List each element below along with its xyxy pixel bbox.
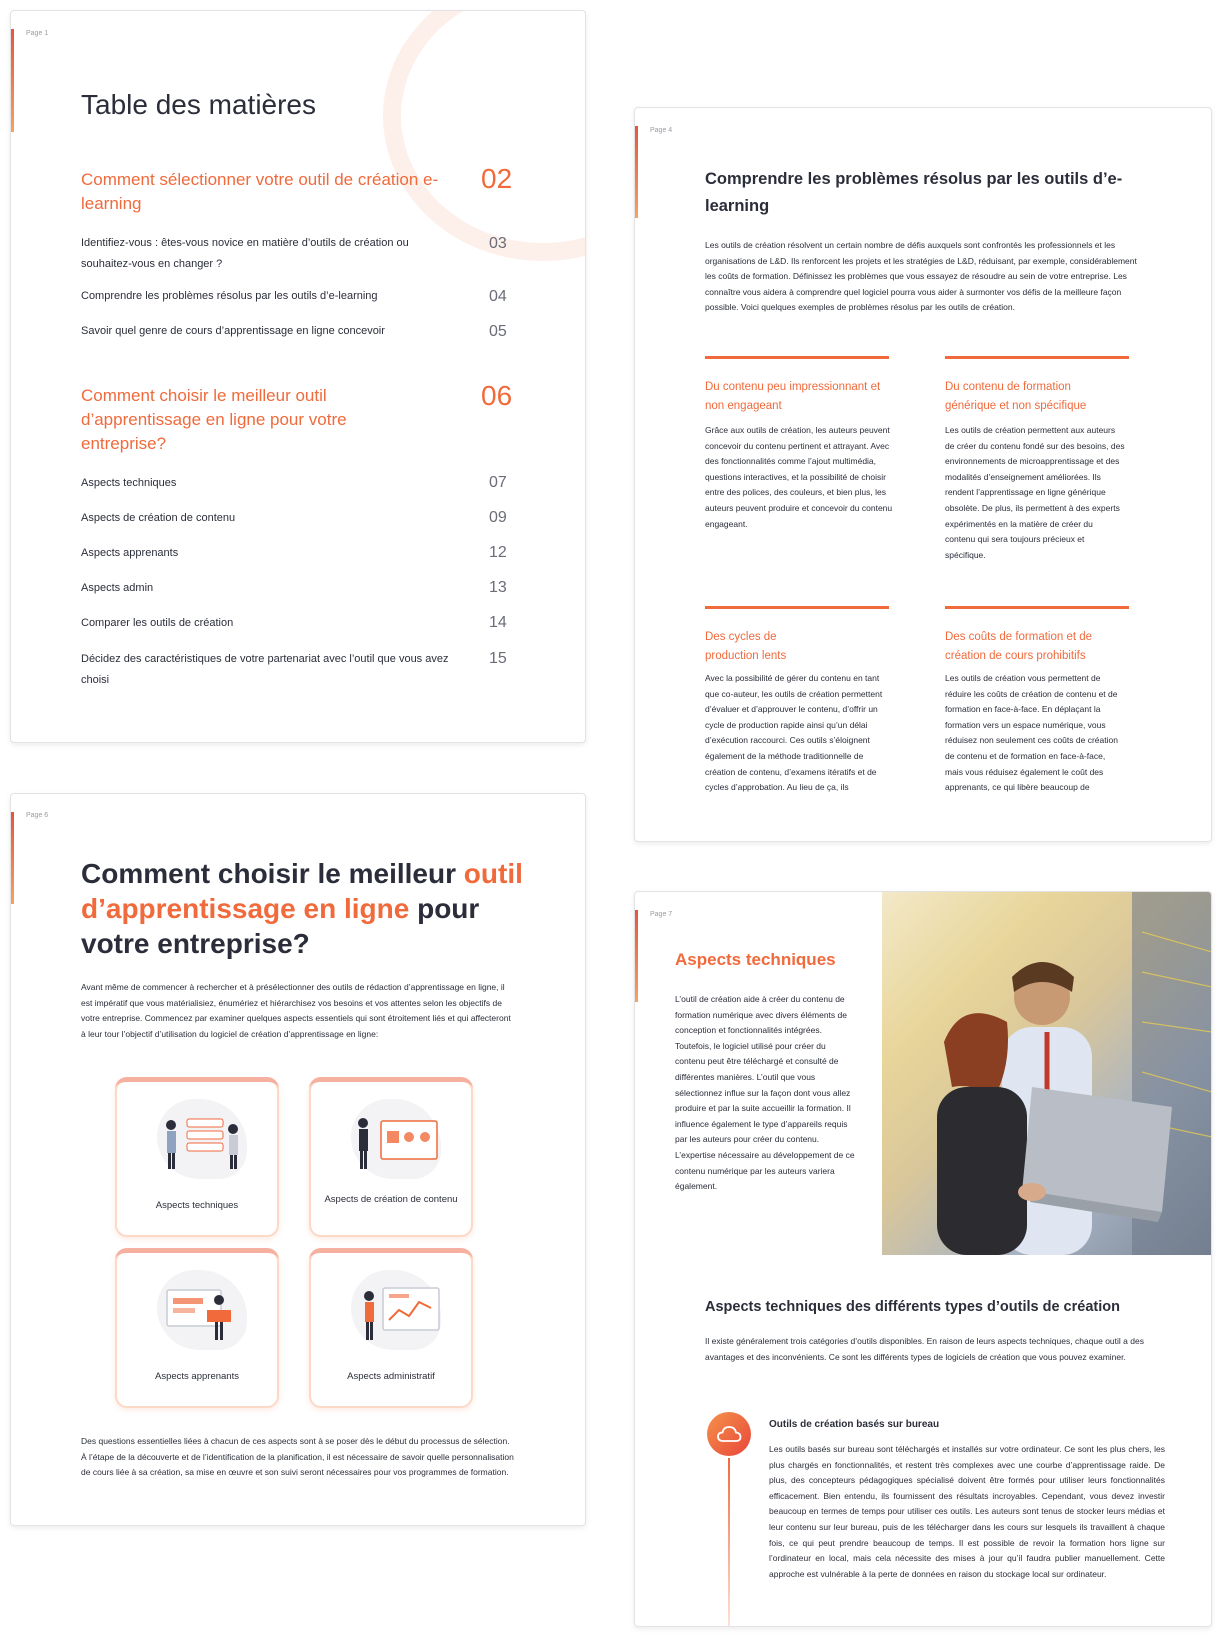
problem-heading: Du contenu de formation générique et non spécifique — [945, 381, 1087, 412]
tool-heading: Outils de création basés sur bureau — [769, 1419, 940, 1430]
column-rule — [945, 356, 1129, 359]
toc-page-number: 15 — [489, 650, 507, 667]
title-part: pour votre entreprise? — [81, 893, 480, 959]
page-label: Page 6 — [26, 812, 49, 819]
photo-illustration — [882, 892, 1212, 1255]
cloud-icon — [707, 1412, 751, 1456]
column-rule — [945, 606, 1129, 609]
page-1 — [10, 10, 586, 743]
aspect-card-learners[interactable] — [115, 1250, 279, 1408]
decorative-circle — [383, 10, 586, 261]
page-label: Page 7 — [650, 911, 673, 918]
problem-body: Avec la possibilité de gérer du contenu en tant que co-auteur, les outils de création permettent d’évaluer et d’approuver le contenu, d’offrir un cycle de production rapide ainsi qu’un délai d’exécution raccourci. Ces outils s’éloignent également de la méthode traditionnelle de création de contenu, d’examens itératifs et de cycles d’approbation. Au lieu de ça, ils — [705, 673, 883, 793]
aspect-card-admin[interactable] — [309, 1250, 473, 1408]
toc-page-number: 09 — [489, 509, 507, 526]
toc-item[interactable]: Décidez des caractéristiques de votre partenariat avec l’outil que vous avez choisi — [81, 653, 449, 686]
toc-item[interactable]: Identifiez-vous : êtes-vous novice en matière d’outils de création ou souhaitez-vous en changer ? — [81, 237, 409, 270]
toc-section-heading[interactable]: Comment choisir le meilleur outil d’apprentissage en ligne pour votre entreprise? — [81, 386, 347, 453]
server-room-photo — [882, 892, 1212, 1255]
page-label: Page 4 — [650, 127, 673, 134]
toc-section-number: 02 — [481, 163, 513, 194]
intro-paragraph: Avant même de commencer à rechercher et à présélectionner des outils de rédaction d’apprentissage en ligne, il est impératif que vous matérialisiez, énumériez et hiérarchisez vos besoins et vos attentes selon les objectifs de votre entreprise. Commencez par examiner quelques aspects essentiels qui sont étroitement liés et qui affecteront à leur tour l’objectif d’utilisation du logiciel de création d’apprentissage en ligne: — [81, 982, 511, 1039]
toc-page-number: 13 — [489, 579, 507, 596]
page-6 — [10, 793, 586, 1526]
toc-item[interactable]: Aspects admin — [81, 582, 154, 594]
title-part: Comment choisir le meilleur — [81, 858, 464, 889]
title-highlight: outil d’apprentissage en ligne — [81, 858, 523, 924]
problem-body: Les outils de création permettent aux auteurs de créer du contenu fondé sur des besoins, des environnements de microapprentissage et des modalités d’enseignement améliorées. Ils rendent l’apprentissage en ligne générique obsolète. De plus, ils permettent à des experts expérimentés en la matière de créer du contenu qui sera toujours précieux et spécifique. — [945, 425, 1125, 560]
dashboard-chart-icon — [351, 1280, 451, 1350]
presentation-board-icon — [351, 1109, 451, 1179]
toc-page-number: 04 — [489, 288, 507, 305]
screen-learner-icon — [157, 1280, 247, 1350]
page-title: Comprendre les problèmes résolus par les outils d’e-learning — [705, 170, 1123, 215]
toc-page-number: 14 — [489, 614, 507, 631]
card-label: Aspects techniques — [155, 1200, 239, 1211]
card-label: Aspects administratif — [347, 1371, 435, 1382]
aspect-card-content[interactable] — [309, 1079, 473, 1237]
card-label: Aspects de création de contenu — [324, 1194, 458, 1205]
toc-item[interactable]: Comparer les outils de création — [81, 617, 234, 629]
toc-item[interactable]: Aspects de création de contenu — [81, 512, 236, 524]
problem-heading: Des cycles de production lents — [705, 631, 787, 662]
subsection-heading: Aspects techniques des différents types d’outils de création — [705, 1299, 1120, 1315]
problem-body: Grâce aux outils de création, les auteurs peuvent concevoir du contenu pertinent et attrayant. Avec des fonctionnalités comme l’ajout multimédia, questions interactives, et la possibilité de choisir entre des polices, des couleurs, et bien plus, les auteurs peuvent produire et concevoir du contenu engageant. — [705, 425, 893, 529]
accent-bar — [11, 29, 14, 132]
subsection-body: Il existe généralement trois catégories d’outils disponibles. En raison de leurs aspects techniques, chaque outil a des avantages et des inconvénients. Ce sont les différents types de logiciels de création que vous pouvez examiner. — [705, 1336, 1144, 1362]
accent-bar — [635, 910, 638, 1002]
column-rule — [705, 356, 889, 359]
card-label: Aspects apprenants — [155, 1371, 239, 1382]
toc-section-heading[interactable]: Comment sélectionner votre outil de création e-learning — [81, 170, 439, 213]
accent-bar — [11, 812, 14, 904]
toc-item[interactable]: Savoir quel genre de cours d’apprentissage en ligne concevoir — [81, 325, 385, 337]
page-title — [81, 856, 551, 961]
toc-item[interactable]: Aspects apprenants — [81, 547, 179, 559]
section-body: L’outil de création aide à créer du contenu de formation numérique avec divers éléments de conception et fonctionnalités intégrées. Toutefois, le logiciel utilisé pour créer du contenu peut être téléchargé et consulté de différentes manières. L’outil que vous sélectionnez influe sur la façon dont vous allez produire et par la suite accueillir la formation. Il influence également le type d’appareils requis par les auteurs pour créer du contenu. L’expertise nécessaire au développement de ce contenu numérique par les auteurs variera également. — [675, 994, 855, 1192]
toc-item[interactable]: Aspects techniques — [81, 477, 177, 489]
timeline-line — [728, 1458, 730, 1627]
toc-item[interactable]: Comprendre les problèmes résolus par les outils d’e-learning — [81, 290, 378, 302]
tool-body: Les outils basés sur bureau sont téléchargés et installés sur votre ordinateur. Ce sont les plus chers, les plus chargés en fonctionnalités, et restent très complexes avec une courbe d’apprentissage raide. De plus, des concepteurs pédagogiques spécialisé doivent être formés pour utiliser leurs fonctionnalités efficacement. Bien entendu, ils fournissent des résultats incroyables. Cependant, vous devez investir beaucoup en termes de temps pour utiliser ces outils. Les auteurs sont tenus de stocker leurs médias et leur contenu sur leur bureau, puis de les télécharger dans les cours sur lesquels ils travaillent à chaque fois, ce qui peut prendre beaucoup de temps. Il est possible de revoir la formation hors ligne sur l’ordinateur en local, mais cela nécessite des mises à jour qu’il faudra publier manuellement. Cette approche est vulnérable à la perte de données en raison du stockage local sur ordinateur. — [769, 1444, 1165, 1579]
problem-heading: Du contenu peu impressionnant et non engageant — [705, 381, 881, 412]
intro-paragraph: Les outils de création résolvent un certain nombre de défis auxquels sont confrontés les professionnels et les organisations de L&D. Ils renforcent les projets et les stratégies de L&D, réduisant, par exemple, considérablement les coûts de formation. Définissez les problèmes que vous essayez de résoudre au sein de votre entreprise. Les connaître vous aidera à comprendre quel logiciel pourra vous aider à surmonter vos défis de la meilleure façon possible. Voici quelques exemples de problèmes résolus par les outils de création. — [705, 240, 1137, 313]
people-discussing-icon — [157, 1109, 247, 1179]
toc-page-number: 07 — [489, 474, 507, 491]
outro-paragraph: Des questions essentielles liées à chacun de ces aspects sont à se poser dès le début du processus de sélection. À l’étape de la découverte et de l’identification de la planification, il est nécessaire de savoir quelle personnalisation de cours liée à sa création, sa mise en œuvre et son suivi seront nécessaires pour vos programmes de formation. — [81, 1436, 514, 1477]
toc-section-number: 06 — [481, 380, 513, 411]
page-label: Page 1 — [26, 30, 49, 37]
problem-heading: Des coûts de formation et de création de cours prohibitifs — [945, 631, 1093, 662]
toc-page-number: 03 — [489, 235, 507, 252]
toc-title: Table des matières — [81, 89, 317, 120]
toc-page-number: 12 — [489, 544, 507, 561]
page-7 — [634, 891, 1212, 1627]
toc-page-number: 05 — [489, 323, 507, 340]
aspect-card-technical[interactable] — [115, 1079, 279, 1237]
section-heading: Aspects techniques — [675, 950, 836, 969]
problem-body: Les outils de création vous permettent de réduire les coûts de création de contenu et de formation en face-à-face. En déplaçant la formation vers un espace numérique, vous réduisez non seulement ces coûts de création de contenu et de formation en face-à-face, mais vous réduisez également le coût des apprenants, ce qui libère beaucoup de — [945, 673, 1118, 793]
accent-bar — [635, 126, 638, 218]
column-rule — [705, 606, 889, 609]
page-4 — [634, 107, 1212, 842]
